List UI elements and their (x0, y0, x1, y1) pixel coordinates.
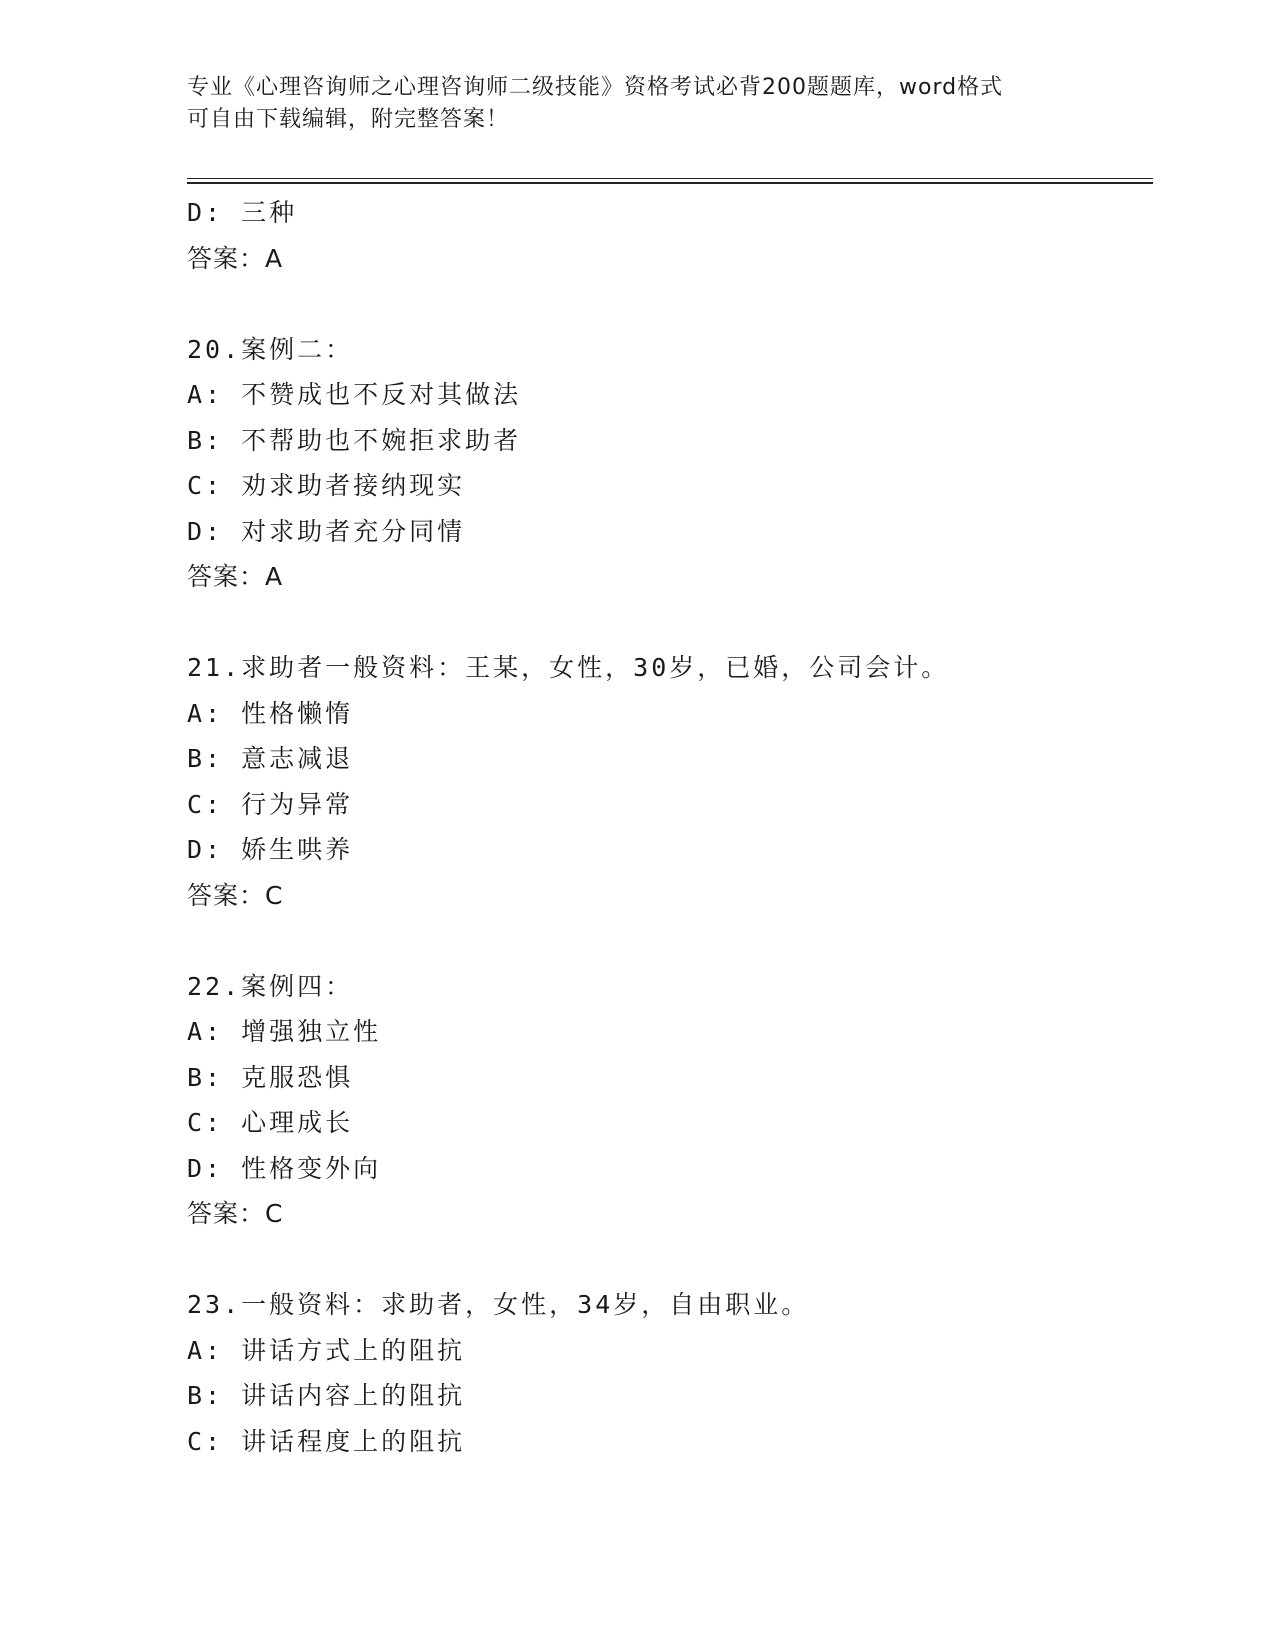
question-stem: 23.一般资料：求助者，女性，34岁，自由职业。 (187, 1290, 810, 1319)
option-a: A: 增强独立性 (187, 1017, 382, 1046)
answer-line: 答案：A (187, 243, 284, 273)
option-c: C: 劝求助者接纳现实 (187, 471, 466, 500)
spacer (187, 281, 1153, 327)
option-a: A: 不赞成也不反对其做法 (187, 380, 522, 409)
question-stem: 20.案例二： (187, 334, 354, 364)
header-divider-thin (187, 178, 1153, 179)
question-stem: 22.案例四： (187, 971, 354, 1001)
option-c: C: 心理成长 (187, 1108, 354, 1137)
header-divider-thick (187, 182, 1153, 184)
option-a: A: 性格懒惰 (187, 698, 354, 728)
option-d: D: 娇生哄养 (187, 835, 354, 864)
spacer (187, 918, 1153, 964)
option-d: D: 对求助者充分同情 (187, 516, 466, 546)
spacer (187, 1237, 1153, 1283)
question-20 (187, 327, 1153, 600)
question-22 (187, 964, 1153, 1237)
option-a: A: 讲话方式上的阻抗 (187, 1335, 466, 1365)
header-line-2: 可自由下载编辑，附完整答案！ (187, 107, 510, 132)
header-line-1: 专业《心理咨询师之心理咨询师二级技能》资格考试必背200题题库，word格式 (187, 75, 1004, 100)
option-c: C: 讲话程度上的阻抗 (187, 1426, 466, 1456)
question-21 (187, 645, 1153, 918)
spacer (187, 600, 1153, 646)
answer-line: 答案：A (187, 562, 284, 591)
option-b: B: 讲话内容上的阻抗 (187, 1381, 466, 1410)
document-header (187, 72, 1087, 136)
option-c: C: 行为异常 (187, 789, 354, 819)
option-b: B: 意志减退 (187, 744, 354, 773)
question-stem: 21.求助者一般资料：王某，女性，30岁，已婚，公司会计。 (187, 653, 950, 682)
option-d: D: 性格变外向 (187, 1153, 382, 1183)
option-d: D: 三种 (187, 198, 298, 227)
option-b: B: 克服恐惧 (187, 1062, 354, 1092)
question-23 (187, 1282, 1153, 1464)
answer-line: 答案：C (187, 880, 284, 910)
question-list (187, 190, 1153, 1464)
answer-line: 答案：C (187, 1199, 284, 1228)
option-b: B: 不帮助也不婉拒求助者 (187, 425, 522, 455)
